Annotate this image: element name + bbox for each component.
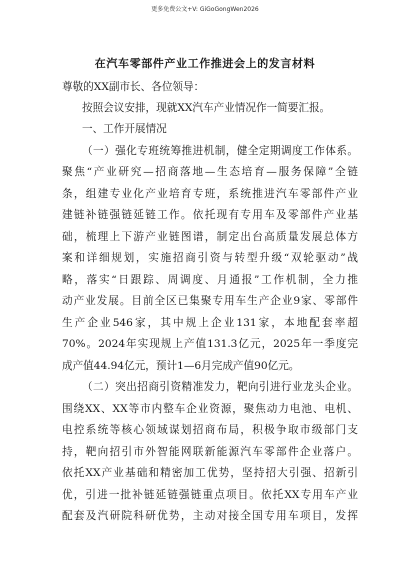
body-line: 生产企业546家，其中规上企业131家，本地配套率超 xyxy=(62,317,358,329)
body-line: 案和详细规划，实施招商引资与转型升级“双轮驱动”战 xyxy=(62,252,358,264)
body-line: 电控系统等核心领域谋划招商布局，积极争取市级部门支 xyxy=(62,424,358,436)
body-line: 条，组建专业化产业培育专班，系统推进汽车零部件产业 xyxy=(62,188,358,200)
body-line: 依托XX产业基础和精密加工优势，坚持招大引强、招新引 xyxy=(62,467,358,479)
body-line: 建链补链强链延链工作。依托现有专用车及零部件产业基 xyxy=(62,209,358,221)
header-note: 更多免费公文+V: GiGoGongWen2026 xyxy=(151,6,259,13)
body-line: 持，靶向招引市外智能网联新能源汽车零部件企业落户。 xyxy=(62,446,358,458)
body-line: 优，引进一批补链延链强链重点项目。依托XX专用车产业 xyxy=(62,489,358,501)
body-line: 动产业发展。目前全区已集聚专用车生产企业9家、零部件 xyxy=(62,295,358,307)
intro-paragraph: 按照会议安排，现就XX汽车产业情况作一简要汇报。 xyxy=(82,102,331,114)
document-title: 在汽车零部件产业工作推进会上的发言材料 xyxy=(94,57,316,70)
body-line: 略，落实“日跟踪、周调度、月通报”工作机制，全力推 xyxy=(62,274,358,286)
subsection-heading-2: （二）突出招商引资精准发力，靶向引进行业龙头企业。 xyxy=(82,381,358,393)
body-line: 成产值44.94亿元，预计1—6月完成产值90亿元。 xyxy=(62,360,300,372)
body-line: 聚焦“产业研究—招商落地—生态培育—服务保障”全链 xyxy=(62,166,358,178)
body-line: 础，梳理上下游产业链图谱，制定出台高质量发展总体方 xyxy=(62,231,358,243)
body-line: 70%。2024年实现规上产值131.3亿元，2025年一季度完 xyxy=(62,338,358,350)
salutation: 尊敬的XX副市长、各位领导： xyxy=(62,81,205,93)
body-line: 配套及汽研院科研优势，主动对接全国专用车项目，发挥 xyxy=(62,510,358,522)
body-line: 围绕XX、XX等市内整车企业资源，聚焦动力电池、电机、 xyxy=(62,403,358,415)
section-heading: 一、工作开展情况 xyxy=(82,123,167,135)
subsection-heading-1: （一）强化专班统筹推进机制，健全定期调度工作体系。 xyxy=(82,145,358,157)
